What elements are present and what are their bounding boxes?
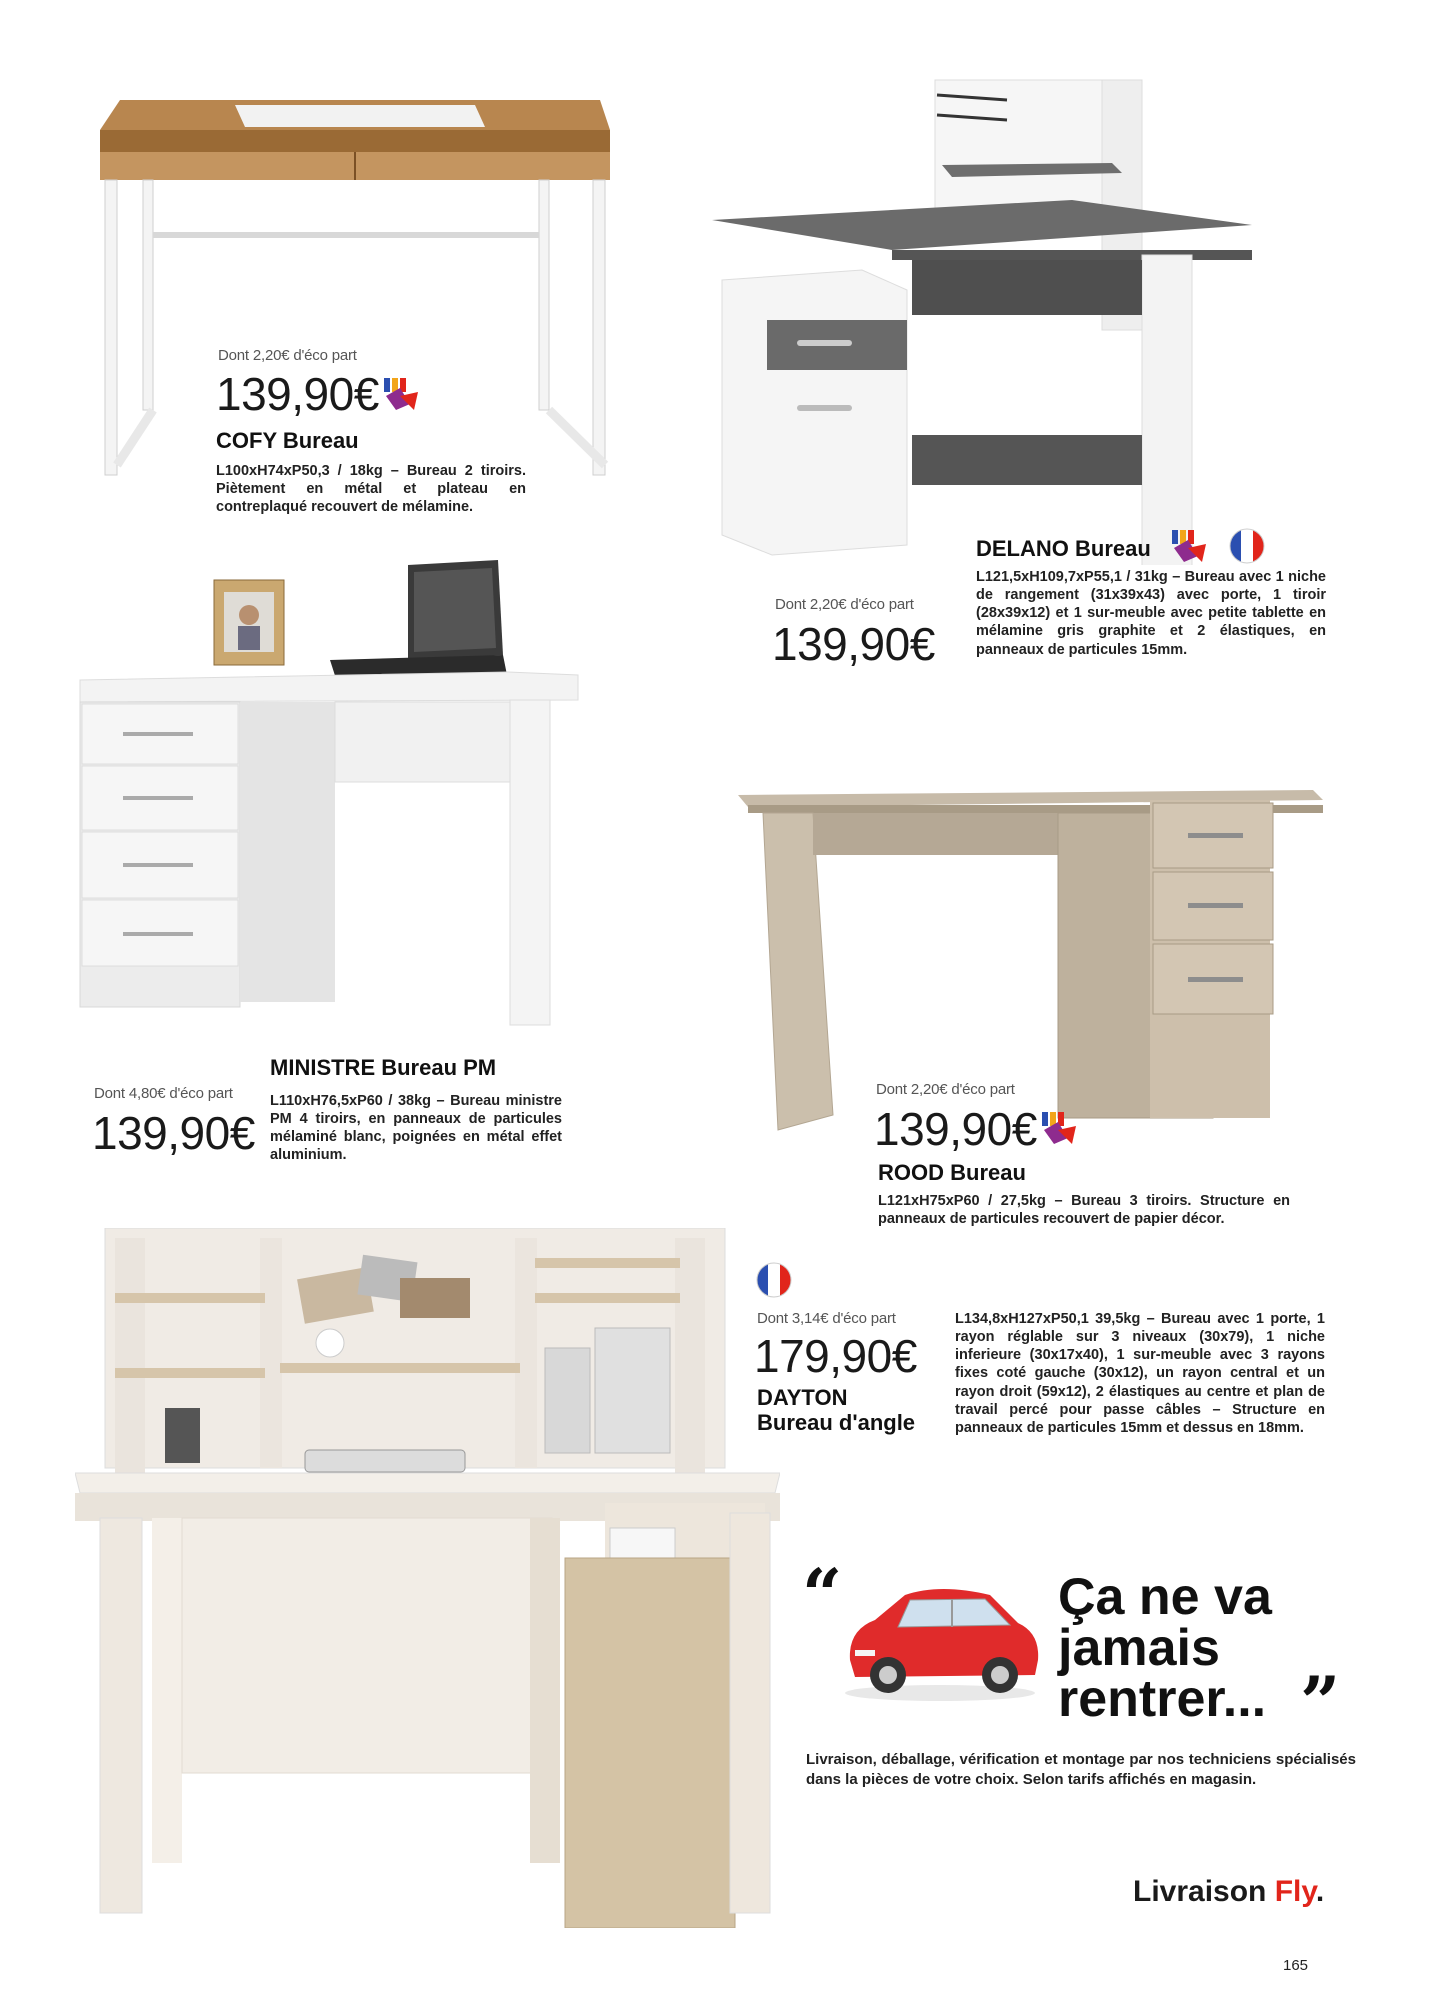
ministre-desk-image — [78, 560, 583, 1040]
french-flag-icon — [1229, 528, 1265, 564]
cofy-price: 139,90€ — [216, 368, 379, 420]
cofy-eco-part: Dont 2,20€ d'éco part — [218, 347, 357, 364]
dayton-desk-image — [75, 1228, 780, 1928]
red-car-image — [840, 1575, 1045, 1705]
delano-eco-part: Dont 2,20€ d'éco part — [775, 596, 914, 613]
rood-price: 139,90€ — [874, 1103, 1037, 1155]
rood-description: L121xH75xP60 / 27,5kg – Bureau 3 tiroirs. Structure en panneaux de particules recouvert de papier décor. — [878, 1193, 1290, 1228]
delano-description: L121,5xH109,7xP55,1 / 31kg – Bureau avec 1 niche de rangement (31x39x43) avec porte, 1 tiroir (28x39x12) et 1 sur-meuble avec petite tablette en mélamine gris graphite et 2 élastiques, en panneaux de particules 15mm. — [976, 569, 1326, 658]
french-flag-icon — [756, 1262, 792, 1298]
ministre-eco-part: Dont 4,80€ d'éco part — [94, 1085, 233, 1102]
close-quote-mark: ” — [1300, 1661, 1341, 1744]
open-quote-mark: “ — [802, 1553, 843, 1636]
dayton-description: L134,8xH127xP50,1 39,5kg – Bureau avec 1 porte, 1 rayon réglable sur 3 niveaux (30x79), 1 niche inferieure (30x17x40), 1 sur-meuble avec 3 rayons fixes coté gauche (30x12), un rayon central et un rayon droit (59x12), 2 élastiques au centre et plan de travail percé pour passe câbles – Structure en panneaux de particules 15mm et dessus en 18mm. — [955, 1311, 1325, 1436]
ministre-description: L110xH76,5xP60 / 38kg – Bureau ministre PM 4 tiroirs, en panneaux de particules mélaminé blanc, poignées en métal effet aluminium. — [270, 1093, 562, 1164]
promo-slogan — [1058, 1568, 1272, 1728]
brand-accent: Fly — [1274, 1875, 1316, 1908]
rood-desk-image — [738, 785, 1323, 1135]
promo-slogan-line1: Ça ne va — [1058, 1568, 1272, 1626]
ministre-price: 139,90€ — [92, 1107, 255, 1159]
cofy-name: COFY Bureau — [216, 428, 359, 453]
delano-desk-image — [712, 75, 1252, 565]
cofy-description: L100xH74xP50,3 / 18kg – Bureau 2 tiroirs. Piètement en métal et plateau en contreplaqué recouvert de mélamine. — [216, 463, 526, 516]
dayton-eco-part: Dont 3,14€ d'éco part — [757, 1310, 896, 1327]
rood-eco-part: Dont 2,20€ d'éco part — [876, 1081, 1015, 1098]
eco-origin-badge-icon — [1170, 526, 1210, 566]
dayton-price: 179,90€ — [754, 1330, 917, 1382]
eco-origin-badge-icon — [1040, 1108, 1080, 1148]
page-number: 165 — [1283, 1957, 1309, 1974]
livraison-fly-logo — [1133, 1875, 1324, 1909]
rood-name: ROOD Bureau — [878, 1160, 1026, 1185]
promo-slogan-line3: rentrer... — [1058, 1669, 1267, 1728]
eco-origin-badge-icon — [382, 374, 422, 414]
dayton-name-line1: DAYTON — [757, 1385, 848, 1410]
delano-name: DELANO Bureau — [976, 536, 1151, 561]
promo-description: Livraison, déballage, vérification et montage par nos techniciens spécialisés dans la pièces de votre choix. Selon tarifs affichés en magasin. — [806, 1751, 1356, 1788]
brand-prefix: Livraison — [1133, 1875, 1275, 1908]
promo-slogan-line2: jamais — [1058, 1618, 1220, 1677]
cofy-desk-image — [95, 95, 615, 480]
dayton-name-line2: Bureau d'angle — [757, 1410, 916, 1436]
delano-price: 139,90€ — [772, 618, 935, 670]
ministre-name: MINISTRE Bureau PM — [270, 1055, 497, 1080]
brand-suffix: . — [1315, 1875, 1325, 1908]
dayton-name — [757, 1385, 915, 1436]
